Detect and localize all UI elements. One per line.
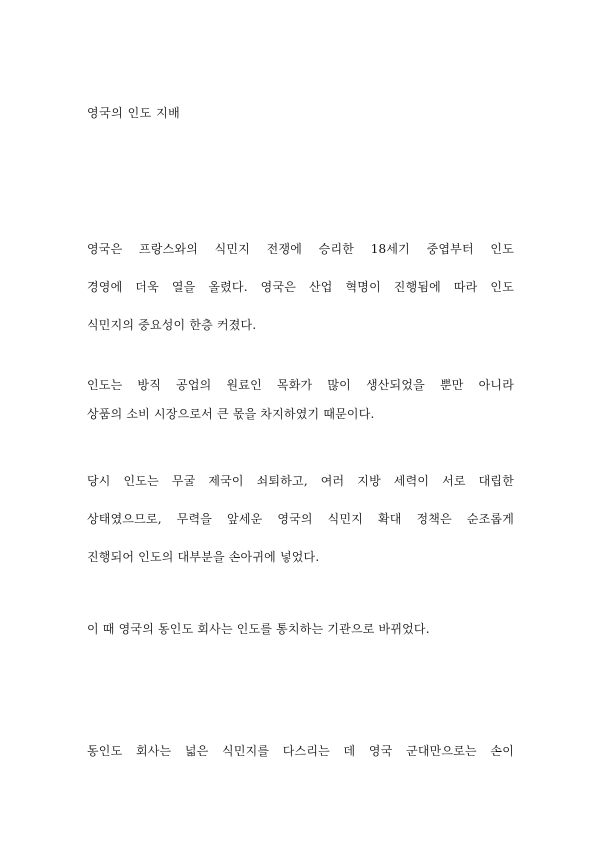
paragraph-3-line-3: 진행되어 인도의 대부분을 손아귀에 넣었다. [87,550,320,564]
paragraph-2-line-2: 상품의 소비 시장으로서 큰 몫을 차지하였기 때문이다. [87,407,375,421]
paragraph-3-line-2: 상태였으므로, 무력을 앞세운 영국의 식민지 확대 정책은 순조롭게 [87,512,514,526]
paragraph-1-line-1: 영국은 프랑스와의 식민지 전쟁에 승리한 18세기 중엽부터 인도 [87,242,514,256]
document-title: 영국의 인도 지배 [87,106,181,120]
paragraph-3-line-1: 당시 인도는 무굴 제국이 쇠퇴하고, 여러 지방 세력이 서로 대립한 [87,474,514,488]
paragraph-5-line-1: 동인도 회사는 넓은 식민지를 다스리는 데 영국 군대만으로는 손이 [87,744,514,758]
paragraph-1-line-2: 경영에 더욱 열을 올렸다. 영국은 산업 혁명이 진행됨에 따라 인도 [87,280,514,294]
paragraph-4-line-1: 이 때 영국의 동인도 회사는 인도를 통치하는 기관으로 바뀌었다. [87,622,430,636]
paragraph-1-line-3: 식민지의 중요성이 한층 커졌다. [87,318,257,332]
paragraph-2-line-1: 인도는 방직 공업의 원료인 목화가 많이 생산되었을 뿐만 아니라 [87,378,514,392]
